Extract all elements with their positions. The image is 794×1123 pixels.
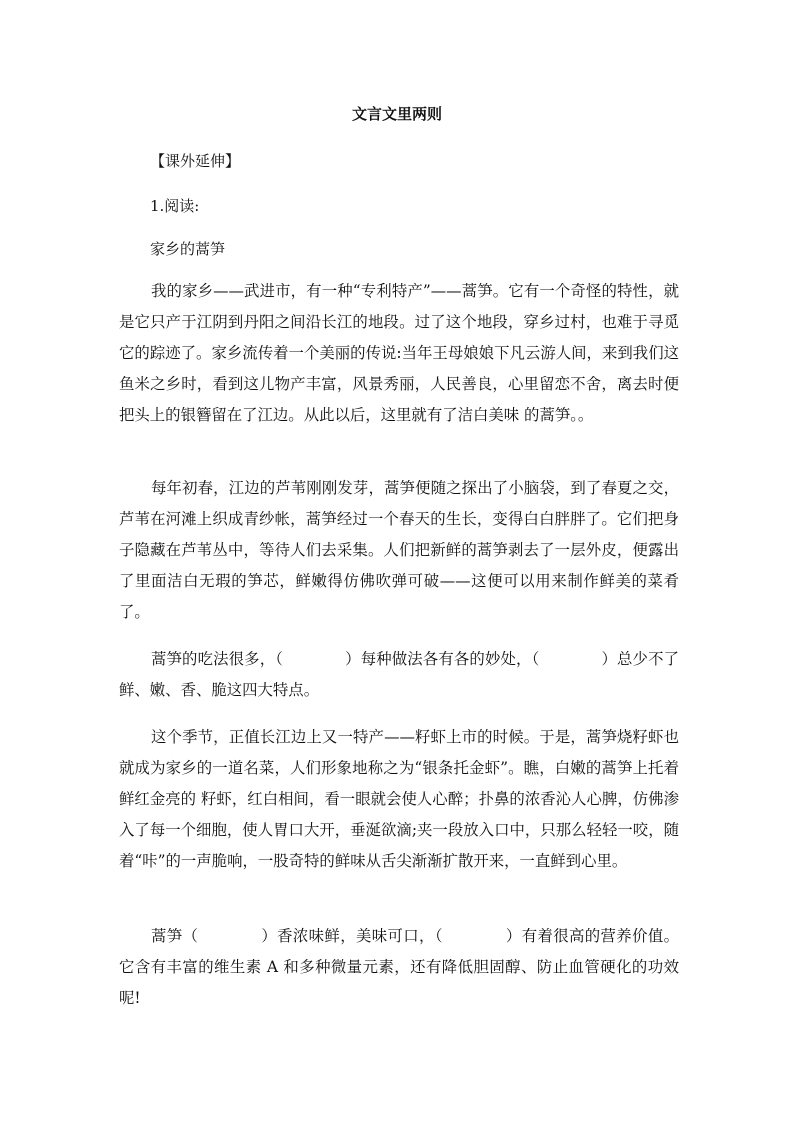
paragraph-2: 每年初春，江边的芦苇刚刚发芽，蒿笋便随之探出了小脑袋，到了春夏之交，芦苇在河滩上织成青纱帐，蒿笋经过一个春天的生长，变得白白胖胖了。它们把身子隐藏在芦苇丛中，等待人们去采集。人们把新鲜的蒿笋剥去了一层外皮，便露出了里面洁白无瑕的笋芯，鲜嫩得仿佛吹弹可破——这便可以用来制作鲜美的菜肴了。 <box>119 479 679 621</box>
paragraph-5: 蒿笋（ ）香浓味鲜，美味可口，（ ）有着很高的营养价值。它含有丰富的维生素 A 和多种微量元素，还有降低胆固醇、防止血管硬化的功效呢! <box>119 927 679 1007</box>
paragraph-3: 蒿笋的吃法很多，（ ）每种做法各有各的妙处，（ ）总少不了鲜、嫩、香、脆这四大特点。 <box>119 650 679 699</box>
paragraph-4: 这个季节，正值长江边上又一特产——籽虾上市的时候。于是，蒿笋烧籽虾也就成为家乡的一道名菜，人们形象地称之为“银条托金虾”。瞧，白嫩的蒿笋上托着鲜红金亮的 籽虾，红白相间，看一眼就会使人心醉；扑鼻的浓香沁人心脾，仿佛渗入了每一个细胞，使人胃口大开，垂涎欲滴;夹一段放入口中，只那么轻轻一咬，随着“咔”的一声脆响，一股奇特的鲜味从舌尖渐渐扩散开来，一直鲜到心里。 <box>119 728 679 870</box>
question-label: 1.阅读: <box>150 197 200 215</box>
page-title: 文言文里两则 <box>351 105 442 123</box>
paragraph-1: 我的家乡——武进市，有一种“专利特产”——蒿笋。它有一个奇怪的特性，就是它只产于江阴到丹阳之间沿长江的地段。过了这个地段，穿乡过村，也难于寻觅它的踪迹了。家乡流传着一个美丽的传说:当年王母娘娘下凡云游人间，来到我们这鱼米之乡时，看到这儿物产丰富，风景秀丽，人民善良，心里留恋不舍，离去时便把头上的银簪留在了江边。从此以后，这里就有了洁白美味 的蒿笋。。 <box>119 282 679 424</box>
section-heading: 【课外延伸】 <box>150 152 241 170</box>
essay-title: 家乡的蒿笋 <box>150 240 226 258</box>
